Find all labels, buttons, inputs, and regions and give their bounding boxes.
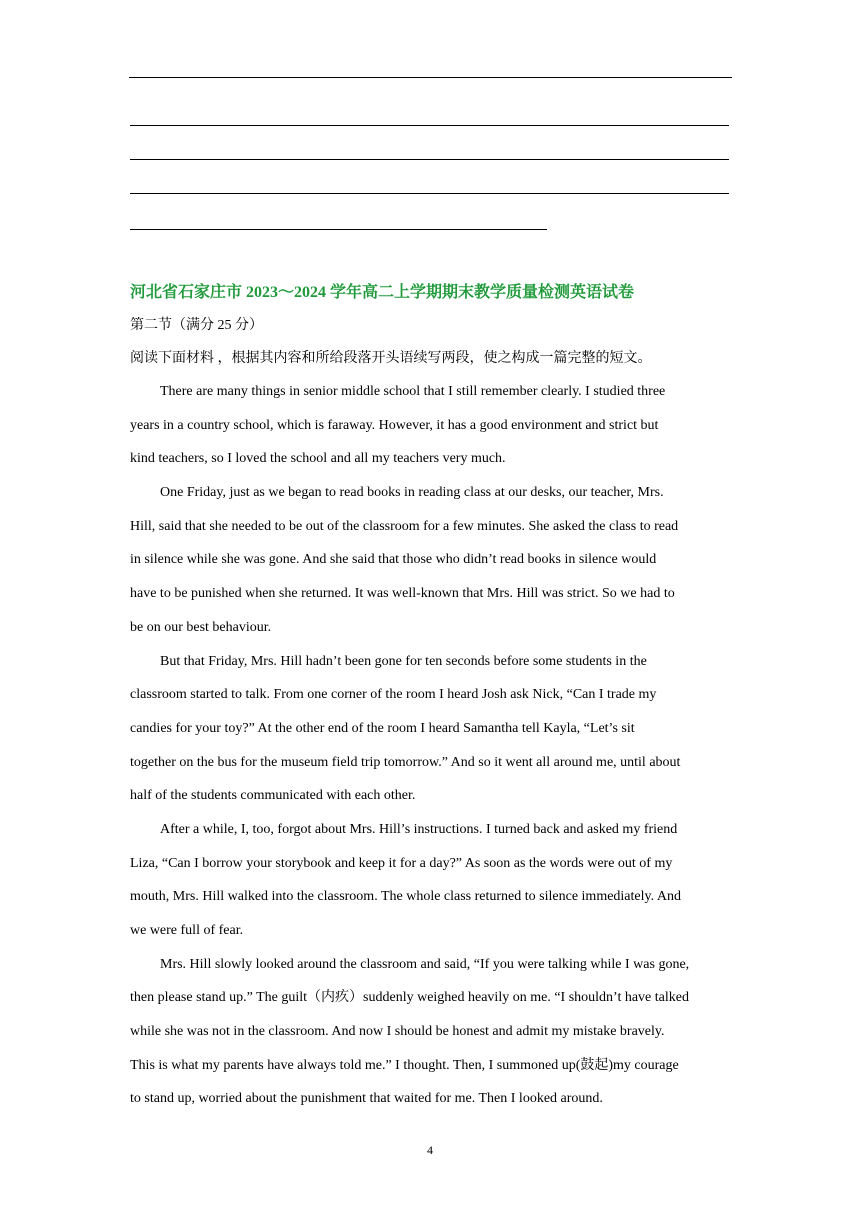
passage-line: to stand up, worried about the punishment that waited for me. Then I looked around. <box>130 1091 603 1107</box>
section-label: 第二节（满分 25 分） <box>130 318 263 333</box>
passage-line: Hill, said that she needed to be out of the classroom for a few minutes. She asked the class to read <box>130 518 679 534</box>
passage-line: together on the bus for the museum field trip tomorrow.” And so it went all around me, until about <box>130 754 681 770</box>
passage-line: Mrs. Hill slowly looked around the classroom and said, “If you were talking while I was gone, <box>160 956 690 972</box>
passage <box>130 375 736 1116</box>
passage-line: while she was not in the classroom. And now I should be honest and admit my mistake bravely. <box>130 1024 665 1040</box>
passage-line: in silence while she was gone. And she said that those who didn’t read books in silence would <box>130 552 657 568</box>
answer-line <box>130 125 729 126</box>
passage-line: be on our best behaviour. <box>130 619 272 635</box>
passage-line: years in a country school, which is faraway. However, it has a good environment and strict but <box>130 417 659 433</box>
passage-line: After a while, I, too, forgot about Mrs. Hill’s instructions. I turned back and asked my friend <box>160 821 678 837</box>
passage-line: mouth, Mrs. Hill walked into the classroom. The whole class returned to silence immediately. And <box>130 889 681 905</box>
passage-line: There are many things in senior middle school that I still remember clearly. I studied three <box>160 384 666 399</box>
answer-line <box>130 193 729 194</box>
passage-line: we were full of fear. <box>130 923 244 938</box>
passage-line: classroom started to talk. From one corner of the room I heard Josh ask Nick, “Can I trade my <box>130 687 657 703</box>
passage-line: But that Friday, Mrs. Hill hadn’t been gone for ten seconds before some students in the <box>160 653 647 669</box>
passage-line: have to be punished when she returned. It was well-known that Mrs. Hill was strict. So we had to <box>130 586 675 602</box>
exam-title: 河北省石家庄市 2023～2024 学年高二上学期期末教学质量检测英语试卷 <box>130 284 635 301</box>
instruction-text: 阅读下面材料 ，根据其内容和所给段落开头语续写两段，使之构成一篇完整的短文。 <box>130 351 652 366</box>
passage-line: Liza, “Can I borrow your storybook and keep it for a day?” As soon as the words were out of my <box>130 855 673 871</box>
passage-line: One Friday, just as we began to read books in reading class at our desks, our teacher, Mrs. <box>160 485 664 501</box>
header-rule <box>129 77 732 78</box>
answer-line <box>130 159 729 160</box>
passage-line: half of the students communicated with each other. <box>130 788 416 804</box>
passage-line: then please stand up.” The guilt（内疚）suddenly weighed heavily on me. “I shouldn’t have talked <box>130 990 689 1006</box>
passage-line: candies for your toy?” At the other end of the room I heard Samantha tell Kayla, “Let’s sit <box>130 720 635 736</box>
passage-line: kind teachers, so I loved the school and all my teachers very much. <box>130 451 506 467</box>
passage-line: This is what my parents have always told me.” I thought. Then, I summoned up(鼓起)my courage <box>130 1057 679 1073</box>
page-number: 4 <box>427 1143 433 1157</box>
answer-line <box>130 229 547 230</box>
